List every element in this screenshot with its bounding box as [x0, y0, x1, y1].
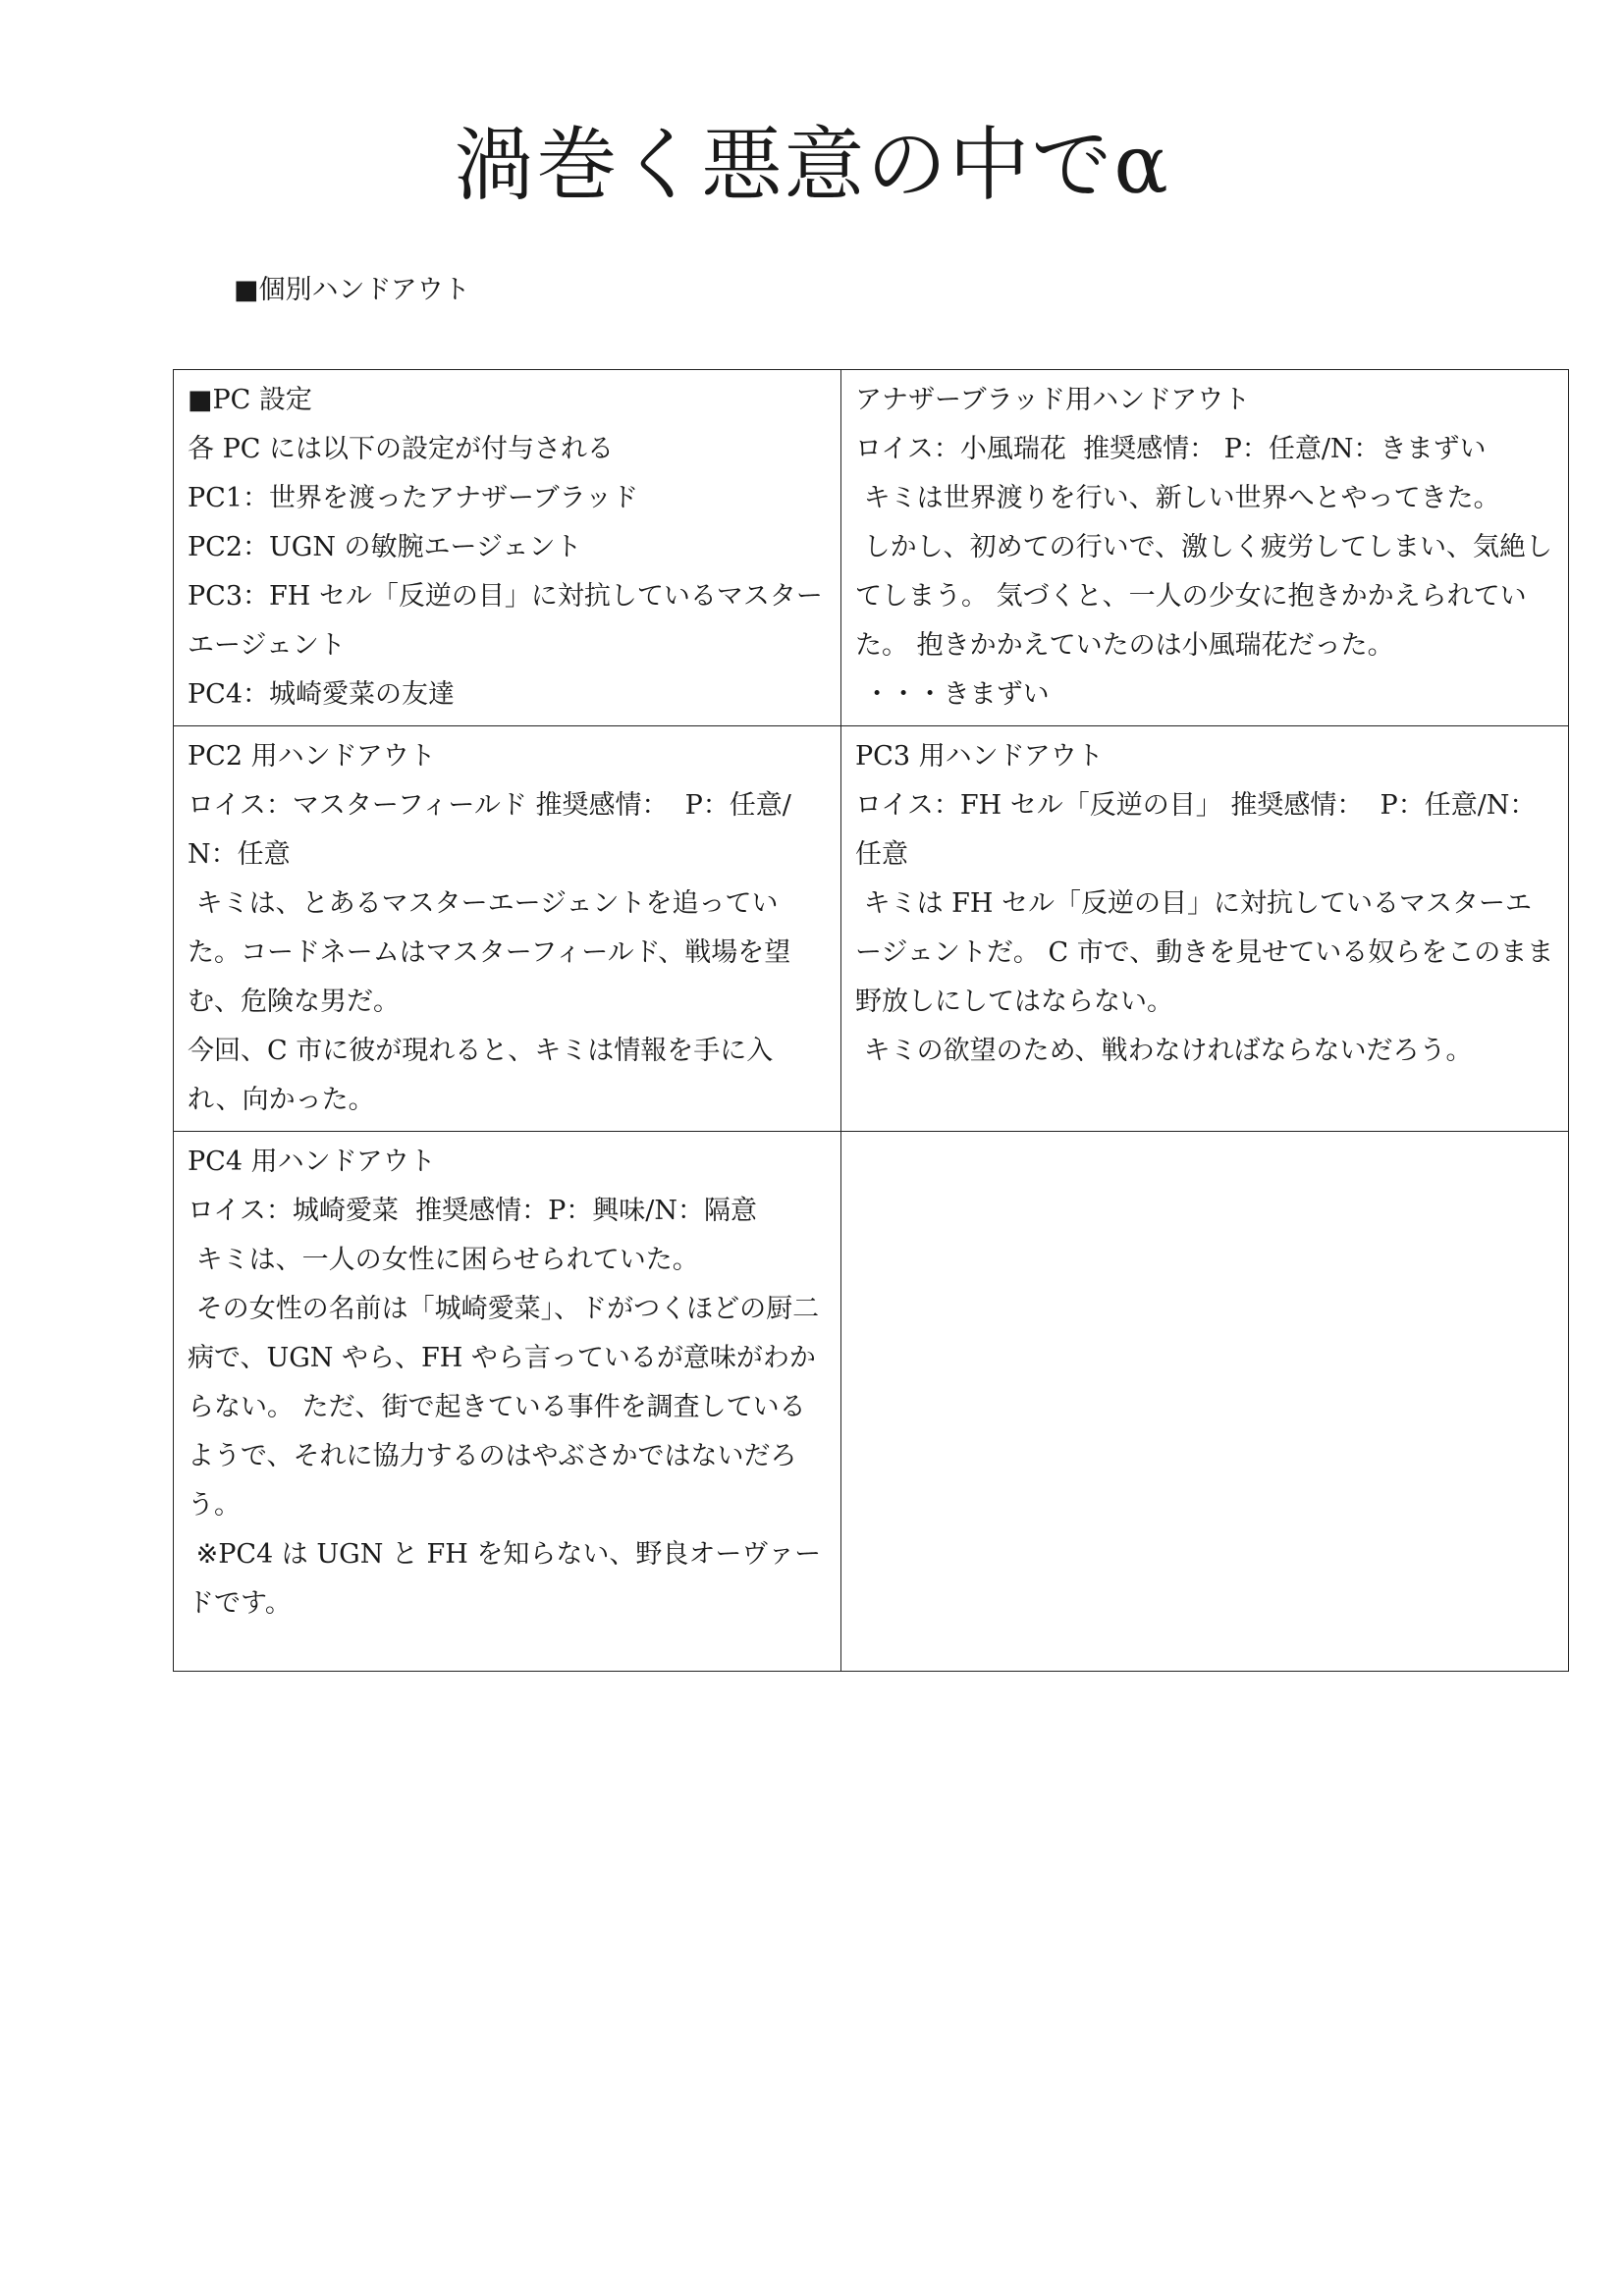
another-blood-handout-cell [841, 370, 1569, 726]
pc3-lois: ロイス：FH セル「反逆の目」 推奨感情： P：任意/N：任意 [855, 790, 1537, 870]
pc2-text: 今回、C 市に彼が現れると、キミは情報を手に入れ、向かった。 [188, 1036, 774, 1115]
table-row [174, 726, 1569, 1132]
pc2-text: キミは、とあるマスターエージェントを追っていた。コードネームはマスターフィールド、戦場を望む、危険な男だ。 [188, 888, 791, 1017]
pc3-handout-cell [841, 726, 1569, 1132]
pc3-heading: PC3 用ハンドアウト [855, 741, 1104, 772]
table-row [174, 370, 1569, 726]
pc3-text: キミの欲望のため、戦わなければならないだろう。 [855, 1036, 1473, 1066]
pc-settings-heading: ■PC 設定 [188, 385, 312, 415]
pc3-text: キミは FH セル「反逆の目」に対抗しているマスターエージェントだ。 C 市で、動きを見せている奴らをこのまま野放しにしてはならない。 [855, 888, 1554, 1017]
another-blood-text: ・・・きまずい [855, 679, 1050, 710]
table-row [174, 1132, 1569, 1672]
pc4-heading: PC4 用ハンドアウト [188, 1147, 436, 1177]
another-blood-heading: アナザーブラッド用ハンドアウト [855, 385, 1251, 415]
pc2-setting: PC2：UGN の敏腕エージェント [188, 532, 582, 562]
pc2-lois: ロイス：マスターフィールド 推奨感情： P：任意/N：任意 [188, 790, 791, 870]
pc2-handout-cell [174, 726, 841, 1132]
another-blood-text: しかし、初めての行いで、激しく疲労してしまい、気絶してしまう。 気づくと、一人の少女に抱きかかえられていた。 抱きかかえていたのは小風瑞花だった。 [855, 532, 1553, 661]
pc4-text: その女性の名前は「城崎愛菜」、ドがつくほどの厨二病で、UGN やら、FH やら言っているが意味がわからない。 ただ、街で起きている事件を調査しているようで、それに協力するのはやぶさかではないだろう。 [188, 1294, 820, 1521]
pc4-handout-cell [174, 1132, 841, 1672]
pc4-setting: PC4：城崎愛菜の友達 [188, 679, 456, 710]
another-blood-lois: ロイス：小風瑞花 推奨感情： P：任意/N：きまずい [855, 434, 1487, 464]
empty-cell [841, 1132, 1569, 1672]
pc-settings-cell [174, 370, 841, 726]
section-heading: ■個別ハンドアウト [234, 275, 470, 305]
pc4-lois: ロイス：城崎愛菜 推奨感情：P：興味/N：隔意 [188, 1196, 757, 1226]
another-blood-text: キミは世界渡りを行い、新しい世界へとやってきた。 [855, 483, 1500, 513]
pc1-setting: PC1：世界を渡ったアナザーブラッド [188, 483, 639, 513]
pc4-note: ※PC4 は UGN と FH を知らない、野良オーヴァードです。 [188, 1539, 822, 1619]
handout-table [173, 369, 1569, 1672]
pc-settings-intro: 各 PC には以下の設定が付与される [188, 434, 614, 464]
pc2-heading: PC2 用ハンドアウト [188, 741, 436, 772]
pc4-text: キミは、一人の女性に困らせられていた。 [188, 1245, 699, 1275]
pc3-setting: PC3：FH セル「反逆の目」に対抗しているマスターエージェント [188, 581, 823, 661]
page-title: 渦巻く悪意の中でα [454, 119, 1170, 212]
